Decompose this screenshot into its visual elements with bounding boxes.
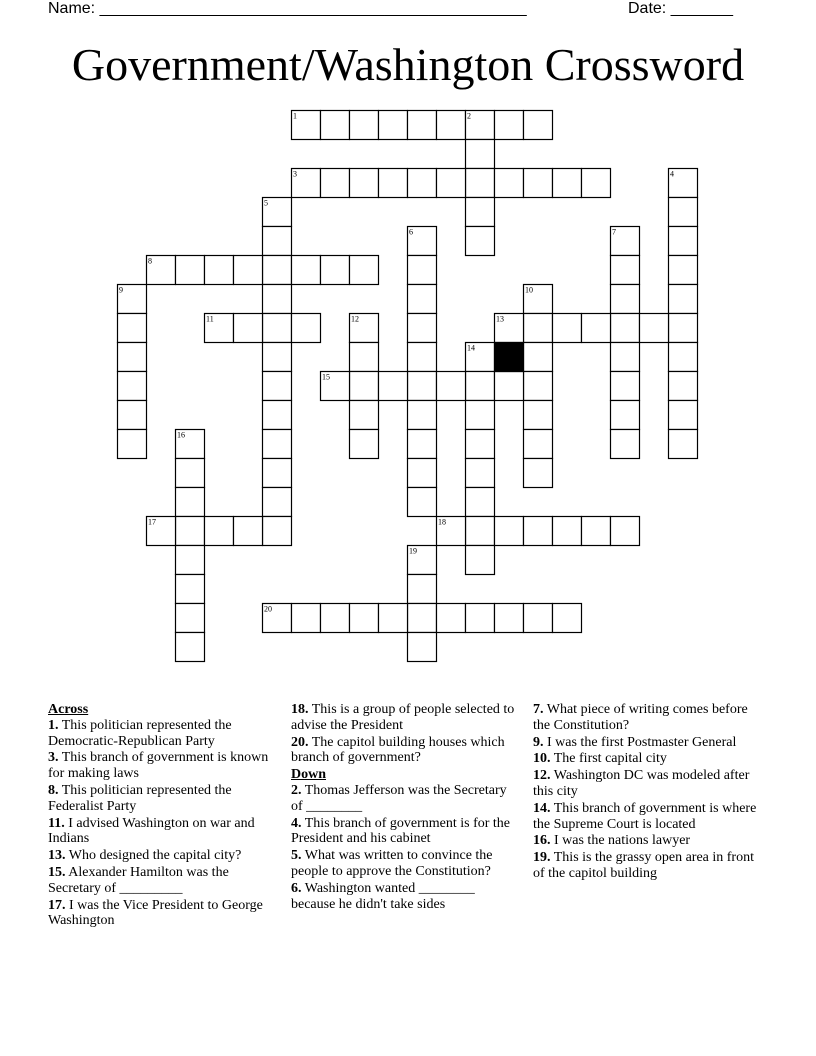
grid-cell[interactable] xyxy=(350,430,379,459)
grid-cell[interactable] xyxy=(611,372,640,401)
grid-cell[interactable] xyxy=(553,314,582,343)
clue-number-label: 20 xyxy=(264,604,272,614)
clue-number-label: 15 xyxy=(322,372,330,382)
grid-cell[interactable] xyxy=(350,604,379,633)
clue-number: 12. xyxy=(533,768,551,784)
grid-cell[interactable] xyxy=(408,343,437,372)
clue-text: I advised Washington on war and Indians xyxy=(48,815,255,847)
clue-across-3 xyxy=(48,750,273,782)
grid-cell[interactable] xyxy=(292,256,321,285)
clue-number: 6. xyxy=(291,880,302,896)
grid-cell[interactable] xyxy=(466,517,495,546)
grid-cell[interactable] xyxy=(524,430,553,459)
grid-cell[interactable] xyxy=(669,227,698,256)
grid-cell[interactable] xyxy=(176,488,205,517)
grid-cell[interactable] xyxy=(321,169,350,198)
grid-cell[interactable] xyxy=(495,372,524,401)
page-title: Government/Washington Crossword xyxy=(71,39,745,90)
grid-cell[interactable] xyxy=(321,256,350,285)
grid-cell[interactable] xyxy=(408,314,437,343)
grid-cell[interactable] xyxy=(408,604,437,633)
grid-cell[interactable] xyxy=(553,517,582,546)
grid-cell[interactable] xyxy=(263,372,292,401)
clue-number-label: 18 xyxy=(438,517,446,527)
grid-cell[interactable] xyxy=(118,372,147,401)
clue-across-17 xyxy=(48,898,273,930)
grid-cell[interactable] xyxy=(176,604,205,633)
clue-number-label: 4 xyxy=(670,169,674,179)
clue-text: Washington DC was modeled after this city xyxy=(533,768,750,799)
clue-text: This branch of government is for the President and his cabinet xyxy=(291,815,511,847)
clue-text: This politician represented the Federalist Party xyxy=(48,782,232,814)
grid-cell[interactable] xyxy=(553,169,582,198)
grid-cell[interactable] xyxy=(582,169,611,198)
grid-cell[interactable] xyxy=(176,459,205,488)
grid-cell[interactable] xyxy=(408,459,437,488)
clue-text: The first capital city xyxy=(550,751,667,767)
grid-cell[interactable] xyxy=(263,459,292,488)
black-square xyxy=(495,343,524,372)
grid-cell[interactable] xyxy=(176,546,205,575)
grid-cell[interactable] xyxy=(611,430,640,459)
grid-cell[interactable] xyxy=(176,256,205,285)
grid-cell[interactable] xyxy=(466,488,495,517)
grid-cell[interactable] xyxy=(466,430,495,459)
grid-cell[interactable] xyxy=(466,459,495,488)
clue-down-9 xyxy=(533,735,768,751)
grid-cell[interactable] xyxy=(408,575,437,604)
grid-cell[interactable] xyxy=(669,314,698,343)
grid-cell[interactable] xyxy=(524,459,553,488)
grid-cell[interactable] xyxy=(437,169,466,198)
grid-cell[interactable] xyxy=(466,169,495,198)
clue-number-label: 11 xyxy=(206,314,214,324)
clue-across-18 xyxy=(291,702,516,734)
clue-number: 15. xyxy=(48,864,66,880)
clue-number: 19. xyxy=(533,850,551,866)
grid-cell[interactable] xyxy=(408,488,437,517)
clue-across-8 xyxy=(48,783,273,815)
grid-cell[interactable] xyxy=(524,111,553,140)
grid-cell[interactable] xyxy=(379,111,408,140)
grid-cell[interactable] xyxy=(350,372,379,401)
grid-cell[interactable] xyxy=(263,488,292,517)
grid-cell[interactable] xyxy=(408,633,437,662)
grid-cell[interactable] xyxy=(466,604,495,633)
clue-number: 18. xyxy=(291,702,309,717)
grid-cell[interactable] xyxy=(350,256,379,285)
clue-number-label: 19 xyxy=(409,546,417,556)
grid-cell[interactable] xyxy=(263,227,292,256)
grid-cell[interactable] xyxy=(408,169,437,198)
clue-down-19 xyxy=(533,850,768,882)
clue-text: Alexander Hamilton was the Secretary of _________ xyxy=(48,864,229,896)
clue-number-label: 9 xyxy=(119,285,123,295)
grid-cell[interactable] xyxy=(495,604,524,633)
clue-text: I was the Vice President to George Washington xyxy=(48,897,263,929)
grid-cell[interactable] xyxy=(263,256,292,285)
clue-across-20 xyxy=(291,735,516,767)
clue-column-3 xyxy=(533,702,768,883)
grid-cell[interactable] xyxy=(234,256,263,285)
clue-text: What was written to convince the people to approve the Constitution? xyxy=(291,848,493,879)
grid-cell[interactable] xyxy=(466,546,495,575)
clue-text: This branch of government is known for making laws xyxy=(48,750,269,782)
clue-number: 13. xyxy=(48,848,66,864)
across-heading: Across xyxy=(48,702,89,717)
grid-cell[interactable] xyxy=(582,517,611,546)
grid-cell[interactable] xyxy=(524,401,553,430)
clue-number: 4. xyxy=(291,815,302,831)
grid-cell[interactable] xyxy=(263,343,292,372)
grid-cell[interactable] xyxy=(292,604,321,633)
grid-cell[interactable] xyxy=(611,343,640,372)
grid-cell[interactable] xyxy=(263,285,292,314)
clue-number-label: 13 xyxy=(496,314,504,324)
grid-cell[interactable] xyxy=(205,517,234,546)
clue-text: This politician represented the Democratic-Republican Party xyxy=(48,717,232,749)
clue-down-16 xyxy=(533,833,768,849)
clue-number-label: 6 xyxy=(409,227,413,237)
grid-cell[interactable] xyxy=(669,256,698,285)
grid-cell[interactable] xyxy=(495,517,524,546)
clue-number: 8. xyxy=(48,782,59,798)
grid-cell[interactable] xyxy=(669,343,698,372)
grid-cell[interactable] xyxy=(669,401,698,430)
grid-cell[interactable] xyxy=(176,575,205,604)
grid-cell[interactable] xyxy=(669,285,698,314)
clue-number-label: 2 xyxy=(467,111,471,121)
date-field-label[interactable]: Date: _______ xyxy=(628,0,733,17)
clue-column-1 xyxy=(48,702,273,930)
clue-number: 17. xyxy=(48,897,66,913)
clue-number: 10. xyxy=(533,751,551,767)
grid-cell[interactable] xyxy=(611,517,640,546)
clue-text: This is a group of people selected to advise the President xyxy=(291,702,515,733)
clue-number: 20. xyxy=(291,734,309,750)
grid-cell[interactable] xyxy=(524,314,553,343)
clue-text: What piece of writing comes before the Constitution? xyxy=(533,702,748,733)
grid-cell[interactable] xyxy=(350,111,379,140)
grid-cell[interactable] xyxy=(669,430,698,459)
grid-cell[interactable] xyxy=(611,401,640,430)
clue-across-1 xyxy=(48,718,273,750)
clue-down-12 xyxy=(533,768,768,800)
grid-cell[interactable] xyxy=(408,256,437,285)
clue-number-label: 16 xyxy=(177,430,185,440)
grid-cell[interactable] xyxy=(611,285,640,314)
grid-cell[interactable] xyxy=(321,111,350,140)
clue-number-label: 14 xyxy=(467,343,475,353)
grid-cell[interactable] xyxy=(408,111,437,140)
clue-number: 11. xyxy=(48,815,65,831)
clue-across-15 xyxy=(48,865,273,897)
clue-number-label: 17 xyxy=(148,517,156,527)
clue-text: This is the grassy open area in front of the capitol building xyxy=(533,850,754,881)
clue-down-4 xyxy=(291,816,516,848)
grid-cell[interactable] xyxy=(466,401,495,430)
grid-cell[interactable] xyxy=(669,372,698,401)
grid-cell[interactable] xyxy=(408,372,437,401)
grid-cell[interactable] xyxy=(553,604,582,633)
grid-cell[interactable] xyxy=(495,169,524,198)
grid-cell[interactable] xyxy=(437,604,466,633)
clue-column-2 xyxy=(291,702,516,913)
grid-cell[interactable] xyxy=(263,517,292,546)
grid-cell[interactable] xyxy=(669,198,698,227)
grid-cell[interactable] xyxy=(524,343,553,372)
grid-cell[interactable] xyxy=(292,314,321,343)
grid-cell[interactable] xyxy=(118,430,147,459)
grid-cell[interactable] xyxy=(524,372,553,401)
grid-cell[interactable] xyxy=(234,314,263,343)
grid-cell[interactable] xyxy=(524,517,553,546)
clue-number: 16. xyxy=(533,833,551,849)
grid-cell[interactable] xyxy=(524,604,553,633)
grid-cell[interactable] xyxy=(582,314,611,343)
clue-text: I was the nations lawyer xyxy=(550,833,691,849)
down-heading: Down xyxy=(291,767,327,783)
grid-cell[interactable] xyxy=(466,227,495,256)
grid-cell[interactable] xyxy=(466,198,495,227)
clue-number-label: 3 xyxy=(293,169,297,179)
grid-cell[interactable] xyxy=(408,401,437,430)
clue-number: 14. xyxy=(533,800,551,816)
grid-cell[interactable] xyxy=(466,372,495,401)
clue-down-5 xyxy=(291,848,516,880)
name-field-label[interactable]: Name: ________________________________________________ xyxy=(48,0,527,17)
clue-text: Who designed the capital city? xyxy=(65,848,242,864)
grid-cell[interactable] xyxy=(263,401,292,430)
grid-cell[interactable] xyxy=(437,372,466,401)
grid-cell[interactable] xyxy=(466,140,495,169)
clue-down-7 xyxy=(533,702,768,734)
clue-down-10 xyxy=(533,751,768,767)
clue-text: This branch of government is where the Supreme Court is located xyxy=(533,800,757,832)
grid-cell[interactable] xyxy=(234,517,263,546)
grid-cell[interactable] xyxy=(408,430,437,459)
clue-number: 1. xyxy=(48,717,59,733)
clue-text: I was the first Postmaster General xyxy=(543,734,737,750)
clue-text: Thomas Jefferson was the Secretary of ________ xyxy=(291,782,507,814)
grid-cell[interactable] xyxy=(611,256,640,285)
clue-across-13 xyxy=(48,848,273,864)
grid-cell[interactable] xyxy=(379,604,408,633)
grid-cell[interactable] xyxy=(263,314,292,343)
grid-cell[interactable] xyxy=(118,314,147,343)
grid-cell[interactable] xyxy=(263,430,292,459)
clue-number: 7. xyxy=(533,702,544,717)
grid-cell[interactable] xyxy=(350,343,379,372)
grid-cell[interactable] xyxy=(379,372,408,401)
grid-cell[interactable] xyxy=(118,343,147,372)
grid-cell[interactable] xyxy=(205,256,234,285)
clue-number-label: 7 xyxy=(612,227,616,237)
clue-down-14 xyxy=(533,801,768,833)
clue-number: 5. xyxy=(291,848,302,864)
clue-down-6 xyxy=(291,881,516,913)
clue-across-11 xyxy=(48,816,273,848)
grid-cell[interactable] xyxy=(350,169,379,198)
clue-number-label: 1 xyxy=(293,111,297,121)
grid-cell[interactable] xyxy=(379,169,408,198)
grid-cell[interactable] xyxy=(176,633,205,662)
clue-text: Washington wanted ________ because he didn't take sides xyxy=(291,880,475,912)
clue-number-label: 5 xyxy=(264,198,268,208)
clue-number-label: 10 xyxy=(525,285,533,295)
grid-cell[interactable] xyxy=(437,111,466,140)
clue-number-label: 12 xyxy=(351,314,359,324)
grid-cell[interactable] xyxy=(495,111,524,140)
clue-number: 9. xyxy=(533,734,544,750)
clue-number-label: 8 xyxy=(148,256,152,266)
grid-cell[interactable] xyxy=(611,314,640,343)
grid-cell[interactable] xyxy=(176,517,205,546)
clue-down-2 xyxy=(291,783,516,815)
grid-cell[interactable] xyxy=(524,169,553,198)
clue-number: 3. xyxy=(48,750,59,766)
grid-cell[interactable] xyxy=(321,604,350,633)
grid-cell[interactable] xyxy=(350,401,379,430)
grid-cell[interactable] xyxy=(118,401,147,430)
grid-cell[interactable] xyxy=(640,314,669,343)
clue-number: 2. xyxy=(291,782,302,798)
grid-cell[interactable] xyxy=(408,285,437,314)
clue-text: The capitol building houses which branch of government? xyxy=(291,734,505,766)
